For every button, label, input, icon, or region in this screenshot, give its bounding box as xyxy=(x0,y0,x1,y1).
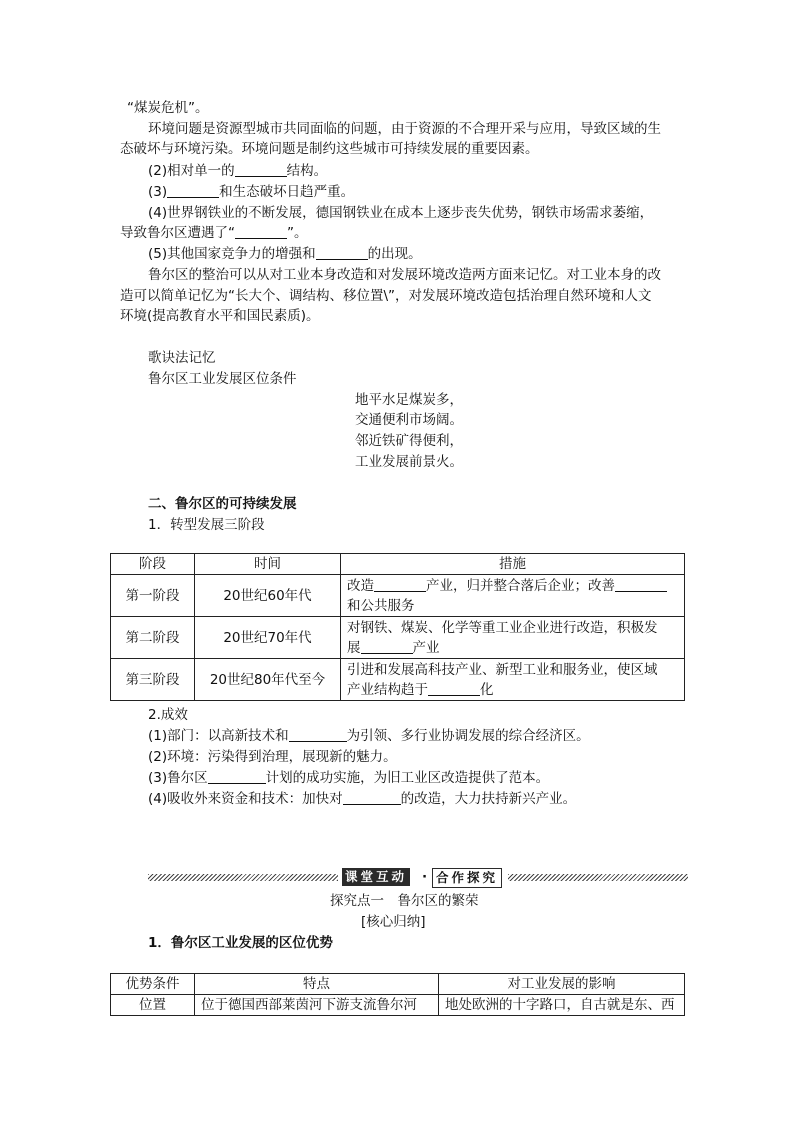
subsection-heading: 1．鲁尔区工业发展的区位优势 xyxy=(148,935,333,951)
text-segment: 的改造，大力扶持新兴产业。 xyxy=(400,791,577,807)
answer-blank xyxy=(374,577,426,592)
text-segment: (2)相对单一的 xyxy=(148,163,235,179)
answer-blank xyxy=(428,681,480,696)
fill-blank-item xyxy=(148,768,549,788)
text-line: “煤炭危机”。 xyxy=(127,100,209,116)
text-segment: 导致鲁尔区遭遇了“ xyxy=(120,225,235,241)
banner-hatch-right xyxy=(508,874,688,881)
stage-cell: 第二阶段 xyxy=(111,617,195,659)
table-header: 对工业发展的影响 xyxy=(439,974,685,995)
fill-blank-item xyxy=(148,244,422,264)
text-segment: 和公共服务 xyxy=(347,597,415,614)
condition-cell: 位置 xyxy=(111,995,195,1016)
explore-heading: 探究点一 鲁尔区的繁荣 xyxy=(330,893,479,909)
text-line: (2)环境：污染得到治理，展现新的魅力。 xyxy=(148,749,397,765)
text-segment: 计划的成功实施，为旧工业区改造提供了范本。 xyxy=(265,770,550,786)
fill-blank-item xyxy=(148,161,327,181)
table-header: 措施 xyxy=(341,554,685,575)
table-row xyxy=(111,659,685,701)
table-row xyxy=(111,575,685,617)
mnemonic-title: 歌诀法记忆 xyxy=(148,350,216,366)
answer-blank xyxy=(167,183,219,198)
text-line: 环境(提高教育水平和国民素质)。 xyxy=(120,308,320,324)
table-header: 阶段 xyxy=(111,554,195,575)
text-segment: (3) xyxy=(148,184,168,200)
table-row xyxy=(111,995,685,1016)
time-cell: 20世纪80年代至今 xyxy=(195,659,341,701)
text-segment: (4)吸收外来资金和技术：加快对 xyxy=(148,791,343,807)
banner-tag-left: 课堂互动 xyxy=(342,868,410,886)
answer-blank xyxy=(615,577,667,592)
fill-blank-item xyxy=(120,223,308,243)
fill-blank-item xyxy=(148,182,354,202)
poem-line: 交通便利市场阔。 xyxy=(355,412,463,428)
poem-line: 邻近铁矿得便利， xyxy=(355,433,463,449)
table-row xyxy=(111,617,685,659)
text-line: 鲁尔区的整治可以从对工业本身改造和对发展环境改造两方面来记忆。对工业本身的改 xyxy=(148,267,661,283)
answer-blank xyxy=(316,245,368,260)
text-segment: 为引领、多行业协调发展的综合经济区。 xyxy=(346,728,590,744)
section-banner xyxy=(148,866,688,888)
measure-cell xyxy=(341,617,685,659)
text-line: 造可以简单记忆为“长大个、调结构、移位置\”，对发展环境改造包括治理自然环境和人文 xyxy=(120,288,652,304)
answer-blank xyxy=(289,727,347,742)
stage-table xyxy=(110,553,685,701)
stage-cell: 第三阶段 xyxy=(111,659,195,701)
banner-tag-right: 合作探究 xyxy=(432,868,502,888)
text-segment: 产业，归并整合落后企业；改善 xyxy=(426,577,615,594)
text-segment: 改造 xyxy=(347,577,374,594)
time-cell: 20世纪60年代 xyxy=(195,575,341,617)
answer-blank xyxy=(235,224,287,239)
section-heading: 二、鲁尔区的可持续发展 xyxy=(148,496,297,512)
text-segment: 化 xyxy=(480,681,494,698)
answer-blank xyxy=(361,639,413,654)
table-header: 优势条件 xyxy=(111,974,195,995)
text-line: 态破坏与环境污染。环境问题是制约这些城市可持续发展的重要因素。 xyxy=(120,141,539,157)
impact-cell: 地处欧洲的十字路口，自古就是东、西 xyxy=(439,995,685,1016)
text-segment: ”。 xyxy=(287,225,308,241)
text-segment: 的出现。 xyxy=(367,246,422,262)
text-segment: (3)鲁尔区 xyxy=(148,770,208,786)
text-line: 环境问题是资源型城市共同面临的问题，由于资源的不合理开采与应用，导致区域的生 xyxy=(148,121,661,137)
table-header: 特点 xyxy=(195,974,439,995)
advantage-table xyxy=(110,973,685,1016)
fill-blank-item xyxy=(148,789,576,809)
answer-blank xyxy=(208,769,266,784)
stage-cell: 第一阶段 xyxy=(111,575,195,617)
table-header-row xyxy=(111,974,685,995)
answer-blank xyxy=(235,162,287,177)
banner-dot: · xyxy=(422,869,428,885)
measure-cell xyxy=(341,575,685,617)
results-title: 2.成效 xyxy=(148,707,188,723)
table-header-row xyxy=(111,554,685,575)
answer-blank xyxy=(343,790,401,805)
text-segment: 展 xyxy=(347,639,361,656)
text-segment: 和生态破坏日趋严重。 xyxy=(219,184,355,200)
time-cell: 20世纪70年代 xyxy=(195,617,341,659)
mnemonic-subtitle: 鲁尔区工业发展区位条件 xyxy=(148,371,297,387)
text-segment: (1)部门：以高新技术和 xyxy=(148,728,289,744)
text-segment: 产业结构趋于 xyxy=(347,681,428,698)
text-segment: 对钢铁、煤炭、化学等重工业企业进行改造，积极发 xyxy=(347,619,658,636)
text-segment: 引进和发展高科技产业、新型工业和服务业，使区域 xyxy=(347,661,658,678)
feature-cell: 位于德国西部莱茵河下游支流鲁尔河 xyxy=(195,995,439,1016)
core-summary-label: [核心归纳] xyxy=(361,914,426,930)
text-segment: 产业 xyxy=(412,639,440,656)
subsection-heading: 1．转型发展三阶段 xyxy=(148,517,265,533)
banner-hatch-left xyxy=(148,874,338,881)
text-segment: 结构。 xyxy=(286,163,328,179)
poem-line: 工业发展前景火。 xyxy=(355,454,463,470)
text-segment: (5)其他国家竞争力的增强和 xyxy=(148,246,316,262)
poem-line: 地平水足煤炭多， xyxy=(355,392,463,408)
table-header: 时间 xyxy=(195,554,341,575)
text-line: (4)世界钢铁业的不断发展，德国钢铁业在成本上逐步丧失优势，钢铁市场需求萎缩， xyxy=(148,205,654,221)
fill-blank-item xyxy=(148,726,590,746)
measure-cell xyxy=(341,659,685,701)
